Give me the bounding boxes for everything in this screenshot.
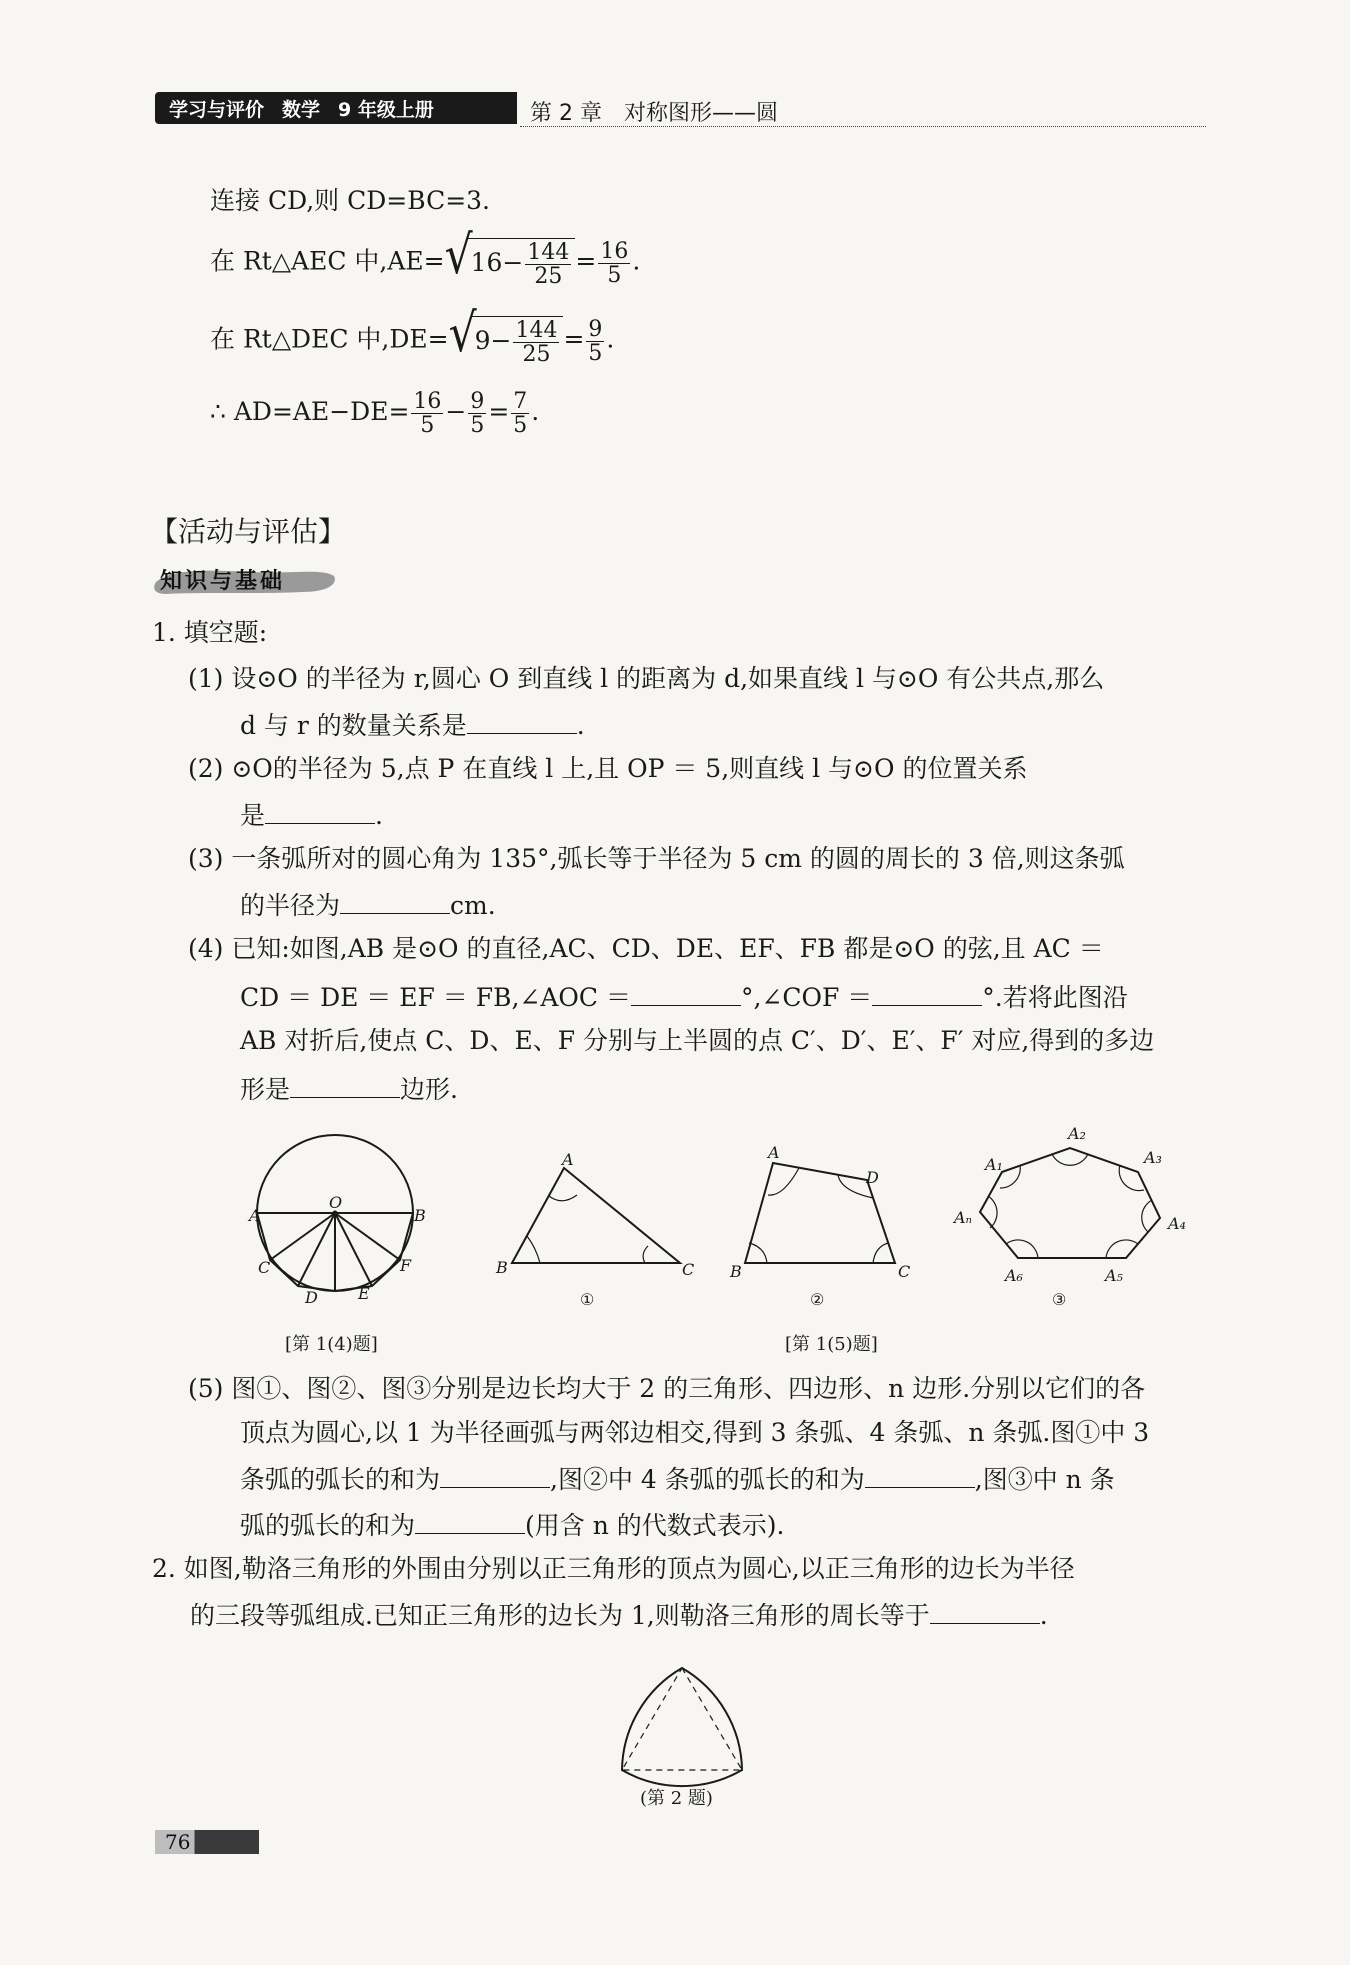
answer-blank-fig2[interactable] — [865, 1462, 975, 1488]
q1-part3-line1: (3) 一条弧所对的圆心角为 135°,弧长等于半径为 5 cm 的圆的周长的 3 倍,则这条弧 — [188, 844, 1125, 873]
page-number: 76 — [165, 1830, 191, 1854]
frac-den: 25 — [522, 342, 551, 368]
q2-line2 — [190, 1598, 1048, 1631]
q1-part3-line2 — [240, 888, 496, 921]
frac-7-5 — [511, 390, 529, 437]
label-b: B — [414, 1206, 426, 1225]
period: . — [531, 397, 540, 427]
answer-blank[interactable] — [265, 798, 375, 824]
answer-blank-aoc[interactable] — [631, 980, 741, 1006]
label-a3: A₃ — [1144, 1148, 1162, 1167]
frac-144-25 — [525, 241, 571, 288]
q1-part4-line1: (4) 已知:如图,AB 是⊙O 的直径,AC、CD、DE、EF、FB 都是⊙O 的弦,且 AC ＝ — [188, 934, 1104, 963]
sqrt-ae: √ 16− $\frac{144}{25}$ — [445, 238, 576, 288]
text: (用含 n 的代数式表示). — [525, 1511, 785, 1540]
frac-den: 5 — [470, 413, 485, 439]
figure-triangle — [500, 1160, 700, 1280]
label-an: Aₙ — [954, 1208, 973, 1227]
text: 的半径为 — [240, 891, 341, 920]
answer-blank[interactable] — [467, 708, 577, 734]
frac-num: 16 — [413, 389, 442, 414]
equals: = — [488, 397, 510, 427]
text: ,图③中 n 条 — [974, 1465, 1115, 1494]
subject-label: 数学 — [282, 98, 321, 121]
label-tri-b: B — [496, 1258, 508, 1277]
answer-blank-fig1[interactable] — [440, 1462, 550, 1488]
q1-part1-line1: (1) 设⊙O 的半径为 r,圆心 O 到直线 l 的距离为 d,如果直线 l 与⊙O 有公共点,那么 — [188, 664, 1105, 693]
answer-blank-cof[interactable] — [872, 980, 982, 1006]
solution-line-3 — [210, 302, 615, 368]
text: ,图②中 4 条弧的弧长的和为 — [550, 1465, 865, 1494]
equals: = — [563, 324, 585, 354]
label-quad-b: B — [730, 1262, 742, 1281]
label-quad-a: A — [768, 1143, 780, 1162]
book-title: 学习与评价 — [169, 98, 265, 121]
ae-prefix: 在 Rt△AEC 中,AE= — [210, 246, 445, 276]
q1-heading: 1. 填空题: — [152, 618, 268, 647]
q1-part5-line3 — [240, 1462, 1115, 1495]
header-divider — [520, 126, 1206, 127]
frac-den: 25 — [534, 264, 563, 290]
answer-blank[interactable] — [340, 888, 450, 914]
header-band — [155, 92, 517, 124]
figure-quadrilateral — [735, 1155, 915, 1275]
text: 条弧的弧长的和为 — [240, 1465, 441, 1494]
frac-num: 144 — [515, 318, 558, 343]
label-num-1: ① — [580, 1290, 595, 1309]
label-quad-d: D — [866, 1168, 879, 1187]
text: °.若将此图沿 — [982, 983, 1128, 1012]
frac-num: 9 — [588, 316, 603, 342]
frac-num: 16 — [600, 238, 629, 264]
frac-num: 144 — [527, 240, 570, 265]
text: 弧的弧长的和为 — [240, 1511, 416, 1540]
frac-16-5 — [411, 390, 443, 437]
solution-line-4 — [210, 390, 539, 437]
text: 是 — [240, 801, 266, 830]
frac-num: 9 — [470, 389, 485, 414]
de-prefix: 在 Rt△DEC 中,DE= — [210, 324, 449, 354]
answer-blank-fig3[interactable] — [415, 1508, 525, 1534]
label-num-2: ② — [810, 1290, 825, 1309]
period: . — [606, 324, 615, 354]
solution-line-2 — [210, 224, 641, 290]
label-tri-a: A — [562, 1150, 574, 1169]
q1-part5-line4 — [240, 1508, 784, 1541]
label-o: O — [329, 1193, 343, 1212]
q1-part4-line2 — [240, 980, 1128, 1013]
text: 形是 — [240, 1075, 291, 1104]
ad-prefix: ∴ AD=AE−DE= — [210, 397, 410, 427]
frac-den: 5 — [607, 262, 622, 288]
frac-9-5 — [586, 318, 604, 365]
section-tag-label: 知识与基础 — [160, 569, 286, 594]
text: 边形. — [400, 1075, 458, 1104]
solution-line-1: 连接 CD,则 CD=BC=3. — [210, 186, 491, 215]
period: . — [375, 801, 383, 830]
label-a: A — [249, 1206, 261, 1225]
caption-fig-1-4: [第 1(4)题] — [285, 1334, 378, 1355]
rad-int: 9− — [474, 326, 512, 356]
q2-line1: 2. 如图,勒洛三角形的外围由分别以正三角形的顶点为圆心,以正三角形的边长为半径 — [152, 1554, 1075, 1583]
sqrt-de: √ 9− $\frac{144}{25}$ — [449, 316, 564, 366]
section-title: 【活动与评估】 — [150, 515, 347, 548]
frac-9-5 — [468, 390, 486, 437]
unit: cm. — [450, 891, 496, 920]
chapter-title: 第 2 章 对称图形——圆 — [530, 101, 778, 126]
label-a1: A₁ — [985, 1155, 1003, 1174]
q1-part2-line1: (2) ⊙O的半径为 5,点 P 在直线 l 上,且 OP ＝ 5,则直线 l 与⊙O 的位置关系 — [188, 754, 1028, 783]
answer-blank[interactable] — [290, 1072, 400, 1098]
q1-part5-line2: 顶点为圆心,以 1 为半径画弧与两邻边相交,得到 3 条弧、4 条弧、n 条弧.图①中 3 — [240, 1418, 1150, 1447]
label-a5: A₅ — [1105, 1266, 1123, 1285]
minus: − — [445, 397, 467, 427]
label-num-3: ③ — [1052, 1290, 1067, 1309]
figure-reuleaux-triangle — [612, 1660, 752, 1780]
period: . — [1039, 1601, 1048, 1630]
label-c: C — [258, 1258, 271, 1277]
rad-int: 16− — [470, 248, 524, 278]
label-quad-c: C — [898, 1262, 911, 1281]
frac-16-5 — [598, 240, 630, 287]
q1-part4-line4 — [240, 1072, 458, 1105]
label-e: E — [358, 1284, 370, 1303]
caption-fig-1-5: [第 1(5)题] — [785, 1334, 878, 1355]
frac-den: 5 — [588, 340, 603, 366]
q1-part5-line1: (5) 图①、图②、图③分别是边长均大于 2 的三角形、四边形、n 边形.分别以它们的各 — [188, 1374, 1146, 1403]
q1-part4-line3: AB 对折后,使点 C、D、E、F 分别与上半圆的点 C′、D′、E′、F′ 对应,得到的多边 — [240, 1026, 1155, 1055]
frac-den: 5 — [420, 413, 435, 439]
label-tri-c: C — [682, 1260, 695, 1279]
equals: = — [575, 246, 597, 276]
label-f: F — [400, 1256, 412, 1275]
label-d: D — [305, 1288, 318, 1307]
label-a2: A₂ — [1068, 1124, 1086, 1143]
figure-circle — [250, 1135, 420, 1315]
frac-den: 5 — [513, 413, 528, 439]
period: . — [632, 246, 641, 276]
q1-part1-line2 — [240, 708, 585, 741]
grade-label: 9 年级上册 — [338, 98, 434, 121]
frac-144-25 — [513, 319, 559, 366]
text: 的三段等弧组成.已知正三角形的边长为 1,则勒洛三角形的周长等于 — [190, 1601, 930, 1630]
frac-num: 7 — [513, 389, 528, 414]
answer-blank[interactable] — [930, 1598, 1040, 1624]
period: . — [576, 711, 585, 740]
caption-fig-2: (第 2 题) — [640, 1788, 713, 1809]
text: d 与 r 的数量关系是 — [240, 711, 467, 740]
text: CD ＝ DE ＝ EF ＝ FB,∠AOC ＝ — [240, 983, 631, 1012]
q1-part2-line2 — [240, 798, 383, 831]
label-a6: A₆ — [1005, 1266, 1023, 1285]
page-number-tab — [155, 1830, 259, 1854]
label-a4: A₄ — [1168, 1214, 1186, 1233]
text: °,∠COF ＝ — [740, 983, 873, 1012]
